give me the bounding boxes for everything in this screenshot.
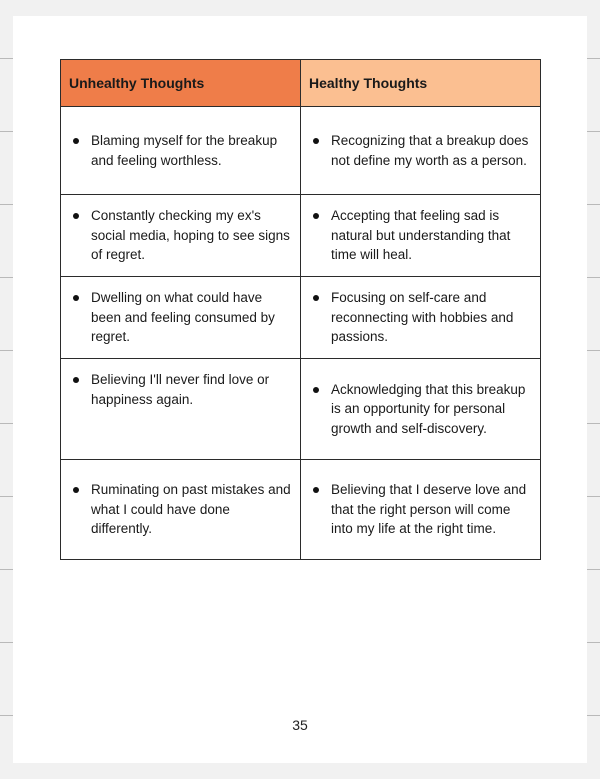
edge-tick — [0, 496, 14, 497]
cell-text: Believing that I deserve love and that the right person will come into my life at the right time. — [331, 482, 527, 537]
edge-tick — [0, 277, 14, 278]
unhealthy-cell — [61, 195, 301, 277]
healthy-cell — [301, 195, 541, 277]
healthy-cell — [301, 359, 541, 460]
edge-tick — [586, 496, 600, 497]
healthy-cell — [301, 277, 541, 359]
table-row — [61, 107, 541, 195]
cell-text: Constantly checking my ex's social media, hoping to see signs of regret. — [91, 208, 290, 263]
edge-tick — [586, 350, 600, 351]
unhealthy-cell — [61, 277, 301, 359]
document-page — [13, 16, 587, 763]
header-unhealthy-thoughts: Unhealthy Thoughts — [61, 60, 301, 107]
unhealthy-cell — [61, 460, 301, 560]
edge-tick — [586, 569, 600, 570]
edge-tick — [0, 58, 14, 59]
bullet-icon — [313, 387, 319, 393]
edge-tick — [0, 350, 14, 351]
bullet-icon — [73, 377, 79, 383]
edge-tick — [586, 642, 600, 643]
cell-text: Blaming myself for the breakup and feeling worthless. — [91, 133, 278, 168]
edge-tick — [586, 715, 600, 716]
edge-tick — [0, 569, 14, 570]
edge-tick — [586, 204, 600, 205]
cell-text: Recognizing that a breakup does not define my worth as a person. — [331, 133, 529, 168]
cell-text: Acknowledging that this breakup is an opportunity for personal growth and self-discovery. — [331, 381, 526, 436]
table-row — [61, 277, 541, 359]
cell-text: Dwelling on what could have been and feeling consumed by regret. — [91, 290, 275, 345]
table-row — [61, 195, 541, 277]
table-header-row — [61, 60, 541, 107]
bullet-icon — [73, 213, 79, 219]
bullet-icon — [313, 487, 319, 493]
header-healthy-thoughts: Healthy Thoughts — [301, 60, 541, 107]
bullet-icon — [313, 213, 319, 219]
bullet-icon — [73, 138, 79, 144]
edge-tick — [586, 423, 600, 424]
cell-text: Believing I'll never find love or happiness again. — [91, 372, 270, 407]
table-row — [61, 460, 541, 560]
cell-text: Accepting that feeling sad is natural but understanding that time will heal. — [331, 208, 511, 263]
edge-tick — [0, 204, 14, 205]
bullet-icon — [313, 295, 319, 301]
thoughts-table — [60, 59, 541, 560]
edge-tick — [0, 642, 14, 643]
edge-tick — [586, 58, 600, 59]
unhealthy-cell — [61, 359, 301, 460]
edge-tick — [0, 423, 14, 424]
bullet-icon — [73, 487, 79, 493]
table-row — [61, 359, 541, 460]
edge-tick — [0, 715, 14, 716]
unhealthy-cell — [61, 107, 301, 195]
cell-text: Focusing on self-care and reconnecting with hobbies and passions. — [331, 290, 514, 345]
edge-tick — [0, 131, 14, 132]
edge-tick — [586, 131, 600, 132]
page-number: 35 — [292, 717, 308, 733]
edge-tick — [586, 277, 600, 278]
healthy-cell — [301, 460, 541, 560]
cell-text: Ruminating on past mistakes and what I could have done differently. — [91, 482, 291, 537]
bullet-icon — [313, 138, 319, 144]
bullet-icon — [73, 295, 79, 301]
healthy-cell — [301, 107, 541, 195]
